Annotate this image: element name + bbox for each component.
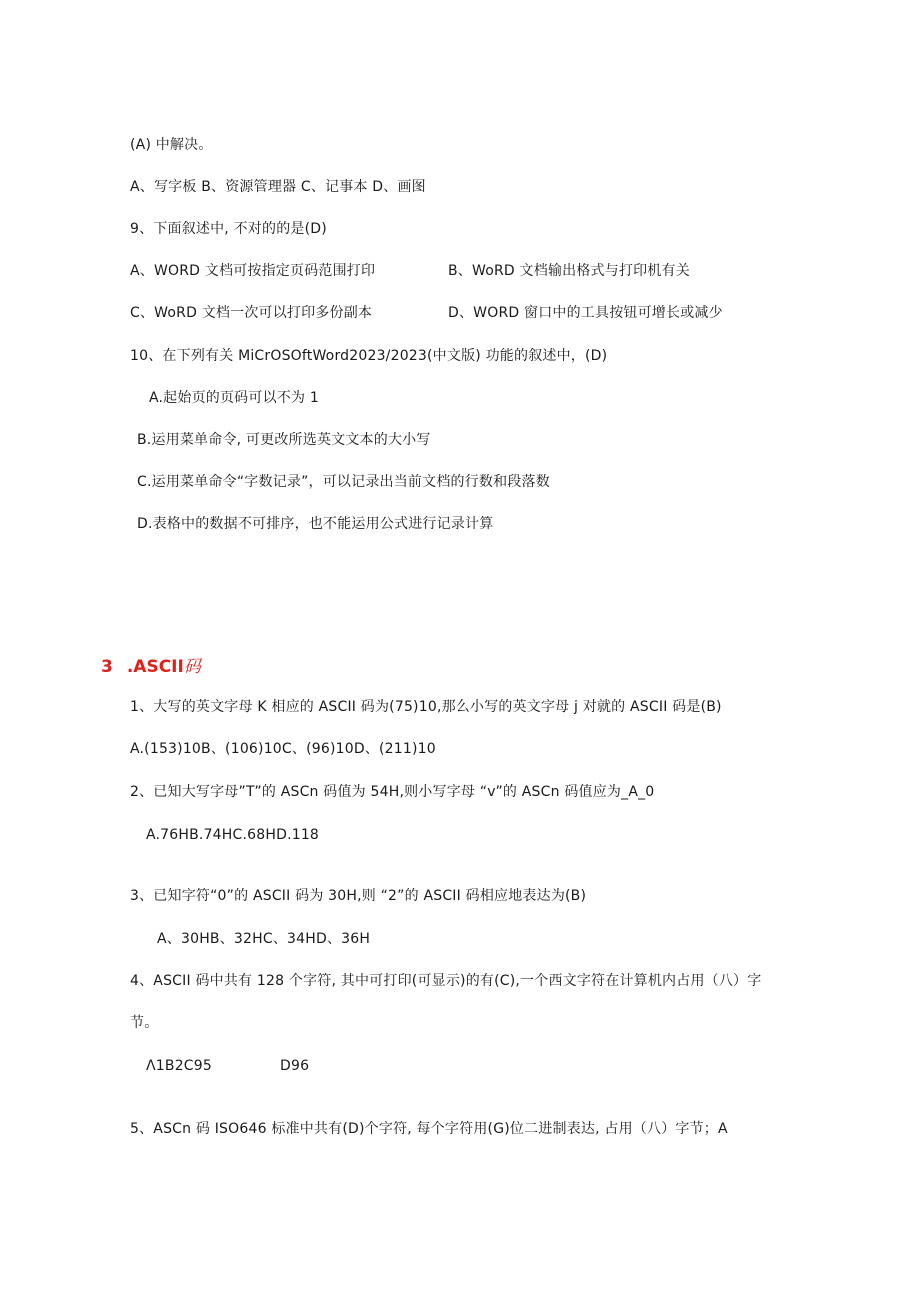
options-line: A.76HB.74HC.68HD.118 bbox=[146, 827, 320, 843]
section-number: 3 bbox=[101, 657, 113, 677]
text-line: A、写字板 B、资源管理器 C、记事本 D、画图 bbox=[130, 179, 426, 195]
option-b: B、WoRD 文档输出格式与打印机有关 bbox=[448, 263, 690, 279]
question-5: 5、ASCn 码 ISO646 标准中共有(D)个字符, 每个字符用(G)位二进制表达, 占用（八）字节；A bbox=[130, 1121, 728, 1137]
option-a: A.起始页的页码可以不为 1 bbox=[149, 390, 319, 406]
options-line: A、30HB、32HC、34HD、36H bbox=[157, 931, 371, 947]
section-heading bbox=[101, 656, 201, 678]
options-line-d: D96 bbox=[280, 1058, 310, 1074]
question-4: 4、ASCII 码中共有 128 个字符, 其中可打印(可显示)的有(C),一个西文字符在计算机内占用（八）字 bbox=[130, 973, 762, 989]
question-10: 10、在下列有关 MiCrOSOftWord2023/2023(中文版) 功能的叙述中，(D) bbox=[130, 348, 608, 364]
option-a: A、WORD 文档可按指定页码范围打印 bbox=[130, 263, 376, 279]
question-2: 2、已知大写字母”T”的 ASCn 码值为 54H,则小写字母 “v”的 ASCn 码值应为_A_0 bbox=[130, 784, 655, 800]
option-c: C、WoRD 文档一次可以打印多份副本 bbox=[130, 305, 373, 321]
option-d: D.表格中的数据不可排序，也不能运用公式进行记录计算 bbox=[137, 516, 494, 532]
question-9: 9、下面叙述中, 不对的的是(D) bbox=[130, 221, 327, 237]
text-line: (A) 中解决。 bbox=[130, 137, 213, 153]
options-line: Λ1B2C95 bbox=[146, 1058, 212, 1074]
question-1: 1、大写的英文字母 K 相应的 ASCII 码为(75)10,那么小写的英文字母 j 对就的 ASCII 码是(B) bbox=[130, 699, 722, 715]
question-4-continuation: 节。 bbox=[130, 1015, 159, 1031]
option-d: D、WORD 窗口中的工具按钮可增长或减少 bbox=[448, 305, 723, 321]
question-3: 3、已知字符“0”的 ASCII 码为 30H,则 “2”的 ASCII 码相应地表达为(B) bbox=[130, 888, 587, 904]
options-line: A.(153)10B、(106)10C、(96)10D、(211)10 bbox=[130, 741, 436, 757]
option-b: B.运用菜单命令, 可更改所选英文文本的大小写 bbox=[137, 432, 431, 448]
section-title: .ASCII bbox=[126, 657, 184, 677]
section-title-suffix: 码 bbox=[183, 657, 201, 677]
option-c: C.运用菜单命令“字数记录”，可以记录出当前文档的行数和段落数 bbox=[137, 474, 550, 490]
